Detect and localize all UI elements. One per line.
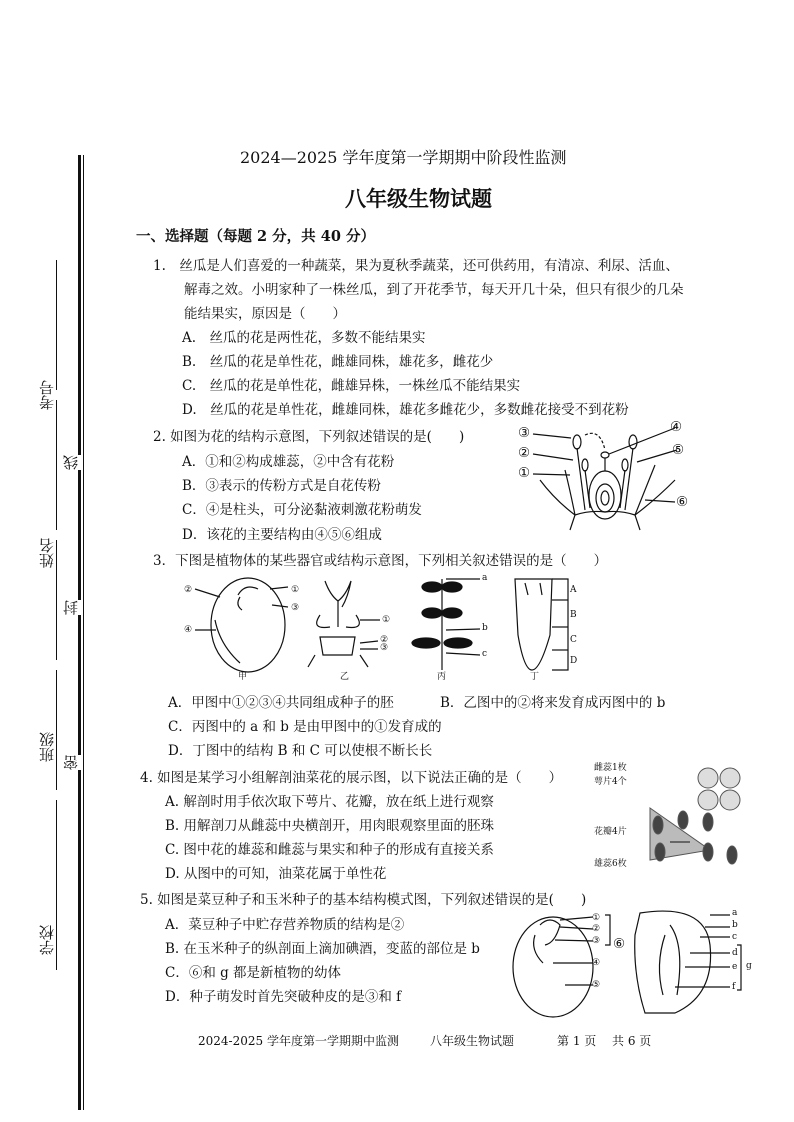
sidebar-xuexiao: 学校 [38, 925, 56, 955]
q2-label-5: ⑤ [672, 442, 685, 458]
bean-label-2: ② [592, 924, 601, 934]
q5-stem: 5. 如图是菜豆种子和玉米种子的基本结构模式图，下列叙述错误的是( ) [140, 892, 587, 908]
ding-label-a: A [570, 585, 577, 595]
bing-label-b: b [482, 623, 488, 633]
q3-option-c: C．丙图中的 a 和 b 是由甲图中的①发育成的 [168, 719, 442, 735]
q4-option-a: A. 解剖时用手依次取下萼片、花瓣，放在纸上进行观察 [165, 794, 494, 810]
ding-label-d: D [570, 656, 578, 666]
bean-label-4: ④ [592, 958, 601, 968]
jia-label-2: ② [184, 585, 193, 595]
jia-label-1: ① [291, 585, 300, 595]
exam-subtitle: 2024—2025 学年度第一学期期中阶段性监测 [240, 148, 567, 167]
q4-label-stamen: 雄蕊6枚 [594, 859, 627, 869]
ding-label-c: C [570, 635, 577, 645]
footer-mid: 八年级生物试题 [430, 1034, 515, 1048]
q1-option-c: C. 丝瓜的花是单性花，雌雄异株，一株丝瓜不能结果实 [182, 378, 521, 394]
q4-option-d: D. 从图中的可知，油菜花属于单性花 [165, 866, 387, 882]
yi-label-1: ① [382, 615, 391, 625]
q4-label-petal: 花瓣4片 [594, 827, 627, 837]
q5-option-d: D．种子萌发时首先突破种皮的是③和 f [165, 989, 402, 1005]
q2-label-4: ④ [670, 419, 683, 435]
seed-structure-figure [505, 905, 755, 1020]
yi-label-2: ② [380, 635, 389, 645]
sidebar-kaohao: 考号 [38, 380, 56, 410]
q2-label-3: ③ [518, 425, 531, 441]
q3-option-d: D．丁图中的结构 B 和 C 可以使根不断长长 [168, 743, 433, 759]
q1-line1: 1. 丝瓜是人们喜爱的一种蔬菜，果为夏秋季蔬菜，还可供药用，有清凉、利尿、活血、 [153, 258, 679, 274]
ding-label-b: B [570, 610, 577, 620]
q1-option-b: B. 丝瓜的花是单性花，雌雄同株，雄花多，雌花少 [182, 354, 494, 370]
q3-stem: 3．下图是植物体的某些器官或结构示意图，下列相关叙述错误的是（ ） [153, 553, 608, 569]
q2-label-6: ⑥ [676, 494, 689, 510]
q4-label-pistil: 雌蕊1枚 [594, 763, 627, 773]
q1-line3: 能结果实，原因是（ ） [184, 306, 346, 322]
q2-label-1: ① [518, 465, 531, 481]
fig-name-bing: 丙 [437, 672, 447, 682]
bean-label-6: ⑥ [613, 936, 626, 952]
q1-option-d: D. 丝瓜的花是单性花，雌雄同株，雄花多雌花少，多数雌花接受不到花粉 [182, 402, 629, 418]
plant-organs-figure [180, 575, 600, 680]
footer-left: 2024-2025 学年度第一学期期中监测 [198, 1034, 399, 1048]
q4-label-sepal: 萼片4个 [594, 777, 627, 787]
section-heading: 一、选择题（每题 2 分，共 40 分） [136, 228, 375, 245]
corn-label-g: g [746, 961, 752, 971]
q2-stem: 2. 如图为花的结构示意图，下列叙述错误的是( ) [153, 429, 465, 445]
q3-option-b: B．乙图中的②将来发育成丙图中的 b [440, 695, 666, 711]
q2-label-2: ② [518, 445, 531, 461]
binding-line [78, 155, 81, 1110]
q3-option-a: A．甲图中①②③④共同组成种子的胚 [168, 695, 394, 711]
q4-option-c: C. 图中花的雄蕊和雌蕊与果实和种子的形成有直接关系 [165, 842, 494, 858]
bean-label-3: ③ [592, 936, 601, 946]
q4-stem: 4. 如图是某学习小组解剖油菜花的展示图，以下说法正确的是（ ） [140, 770, 563, 786]
jia-label-3: ③ [291, 603, 300, 613]
q5-option-a: A．菜豆种子中贮存营养物质的结构是② [165, 917, 405, 933]
q2-option-b: B．③表示的传粉方式是自花传粉 [182, 478, 381, 494]
fig-name-ding: 丁 [530, 672, 540, 682]
fig-name-jia: 甲 [238, 672, 248, 682]
flower-structure-figure [515, 420, 700, 532]
q2-option-a: A．①和②构成雄蕊，②中含有花粉 [182, 454, 395, 470]
q5-option-c: C．⑥和 g 都是新植物的幼体 [165, 965, 342, 981]
corn-label-d: d [732, 948, 738, 958]
q2-option-c: C．④是柱头，可分泌黏液刺激花粉萌发 [182, 502, 422, 518]
sidebar-line-1 [56, 260, 57, 390]
yi-label-3: ③ [380, 643, 389, 653]
q2-option-d: D．该花的主要结构由④⑤⑥组成 [182, 527, 382, 543]
q1-line2: 解毒之效。小明家种了一株丝瓜，到了开花季节，每天开几十朵，但只有很少的几朵 [184, 282, 684, 298]
sidebar-xian: 线 [62, 455, 80, 470]
jia-label-4: ④ [184, 625, 193, 635]
q5-option-b: B. 在玉米种子的纵剖面上滴加碘酒，变蓝的部位是 b [165, 941, 480, 957]
bean-label-1: ① [592, 913, 601, 923]
corn-label-b: b [732, 920, 738, 930]
sidebar-line-4 [56, 670, 57, 790]
corn-label-a: a [732, 908, 738, 918]
sidebar-line-2 [56, 400, 57, 530]
sidebar-banji: 班级 [38, 732, 56, 762]
q1-option-a: A. 丝瓜的花是两性花，多数不能结果实 [182, 330, 426, 346]
footer-total: 共 6 页 [612, 1034, 652, 1048]
q4-option-b: B. 用解剖刀从雌蕊中央横剖开，用肉眼观察里面的胚珠 [165, 818, 495, 834]
sidebar-mi: 密 [62, 755, 80, 770]
corn-label-c: c [732, 932, 738, 942]
footer-page: 第 1 页 [557, 1034, 597, 1048]
sidebar-feng: 封 [62, 600, 80, 615]
fig-name-yi: 乙 [340, 672, 350, 682]
bean-label-5: ⑤ [592, 980, 601, 990]
exam-title: 八年级生物试题 [345, 186, 492, 211]
bing-label-a: a [482, 573, 488, 583]
corn-label-f: f [732, 982, 736, 992]
binding-line-inner [83, 155, 84, 1110]
corn-label-e: e [732, 962, 738, 972]
bing-label-c: c [482, 649, 488, 659]
sidebar-xingming: 姓名 [38, 538, 56, 568]
